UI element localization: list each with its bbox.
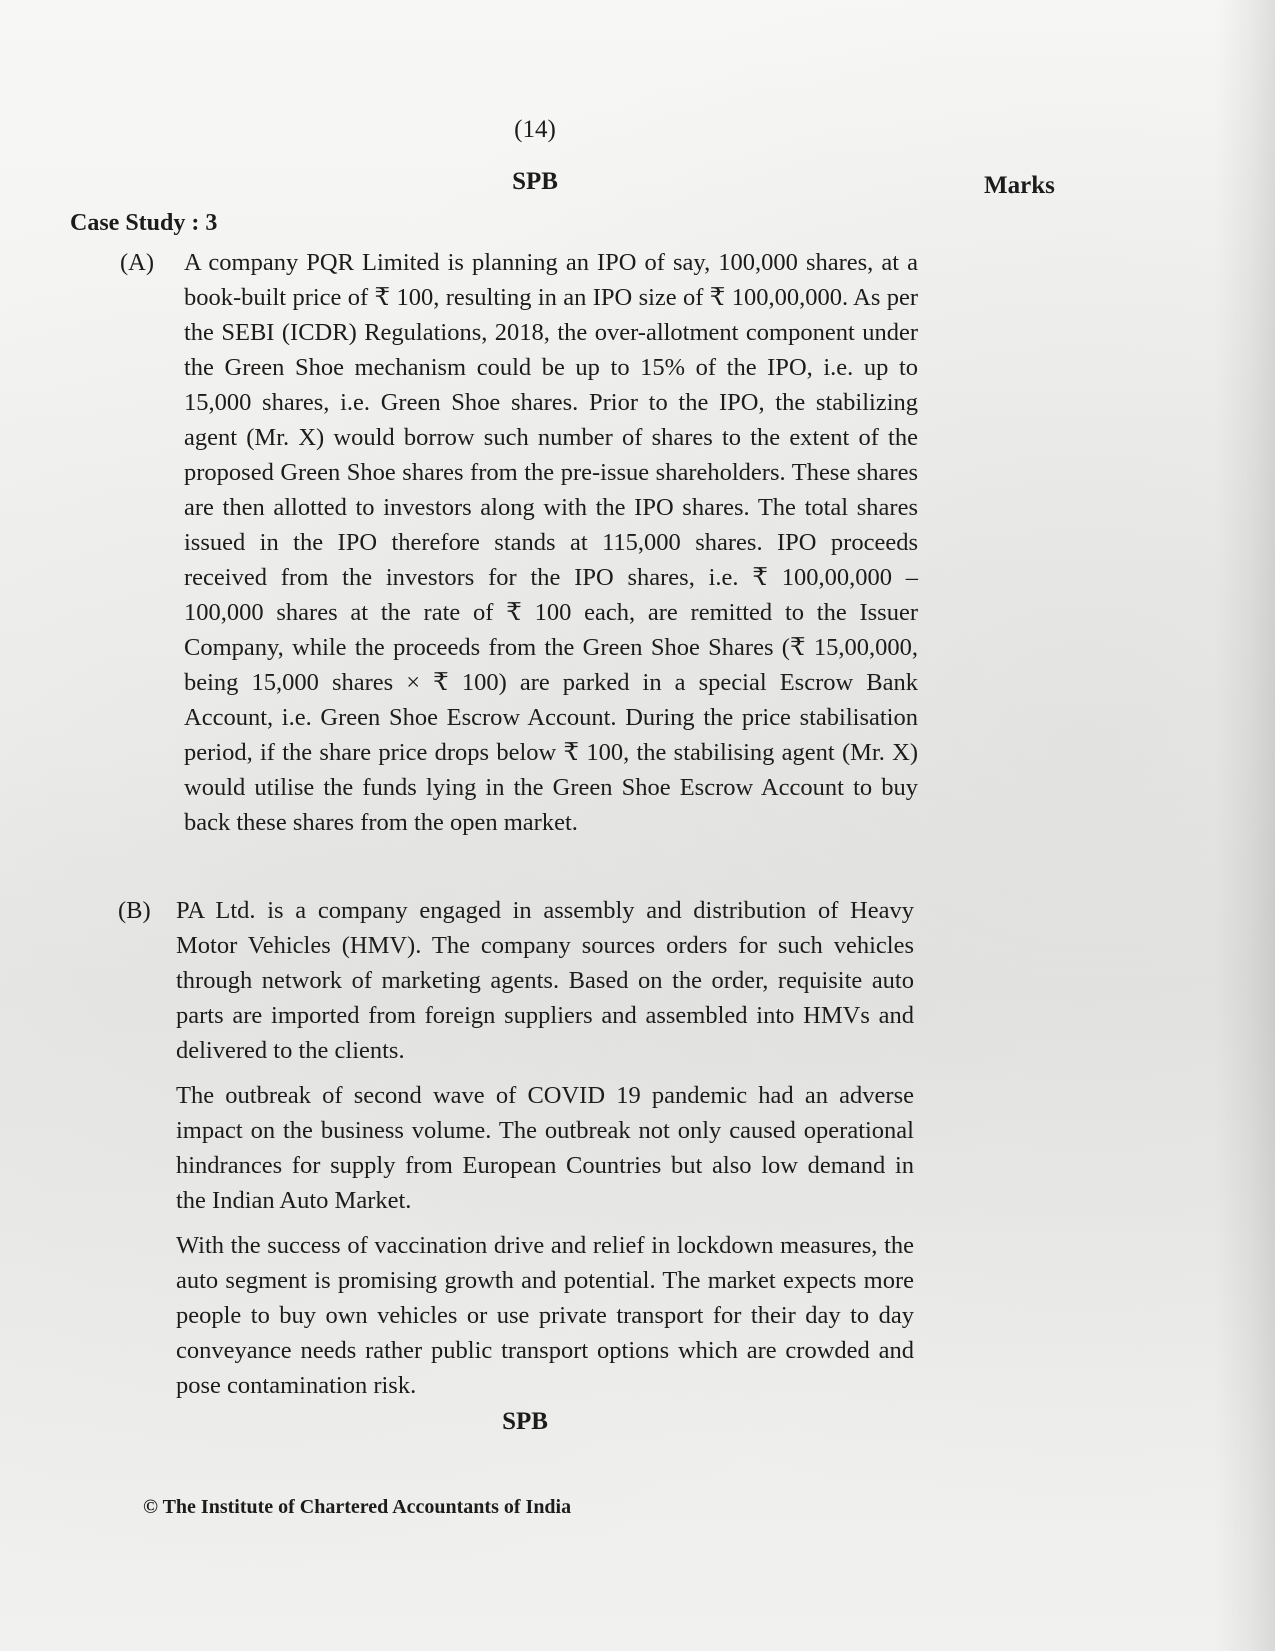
copyright-notice: © The Institute of Chartered Accountants of India (143, 1496, 572, 1518)
page-number: (14) (514, 116, 556, 143)
scan-edge-shadow (1215, 0, 1275, 1651)
part-b-text (176, 893, 914, 1413)
header-paper-code: SPB (512, 168, 558, 195)
footer-paper-code: SPB (502, 1408, 548, 1435)
part-a-label: (A) (120, 249, 155, 276)
part-b-paragraph: With the success of vaccination drive and relief in lockdown measures, the auto segment is promising growth and potential. The market expects more people to buy own vehicles or use private transport for their day to day conveyance needs rather public transport options which are crowded and pose contamination risk. (176, 1232, 914, 1399)
part-a-text: A company PQR Limited is planning an IPO of say, 100,000 shares, at a book-built price of ₹ 100, resulting in an IPO size of ₹ 100,00,000. As per the SEBI (ICDR) Regulations, 2018, the over-allotment component under the Green Shoe mechanism could be up to 15% of the IPO, i.e. up to 15,000 shares, i.e. Green Shoe shares. Prior to the IPO, the stabilizing agent (Mr. X) would borrow such number of shares to the extent of the proposed Green Shoe shares from the pre-issue shareholders. These shares are then allotted to investors along with the IPO shares. The total shares issued in the IPO therefore stands at 115,000 shares. IPO proceeds received from the investors for the IPO shares, i.e. ₹ 100,00,000 – 100,000 shares at the rate of ₹ 100 each, are remitted to the Issuer Company, while the proceeds from the Green Shoe Shares (₹ 15,00,000, being 15,000 shares × ₹ 100) are parked in a special Escrow Bank Account, i.e. Green Shoe Escrow Account. During the price stabilisation period, if the share price drops below ₹ 100, the stabilising agent (Mr. X) would utilise the funds lying in the Green Shoe Escrow Account to buy back these shares from the open market. (184, 249, 918, 836)
case-study-title: Case Study : 3 (70, 210, 218, 236)
marks-column-heading: Marks (984, 172, 1055, 199)
part-b-paragraph: The outbreak of second wave of COVID 19 pandemic had an adverse impact on the business volume. The outbreak not only caused operational hindrances for supply from European Countries but also low demand in the Indian Auto Market. (176, 1082, 914, 1214)
part-b-label: (B) (118, 897, 151, 924)
part-b-paragraph: PA Ltd. is a company engaged in assembly and distribution of Heavy Motor Vehicles (HMV). The company sources orders for such vehicles through network of marketing agents. Based on the order, requisite auto parts are imported from foreign suppliers and assembled into HMVs and delivered to the clients. (176, 897, 914, 1064)
